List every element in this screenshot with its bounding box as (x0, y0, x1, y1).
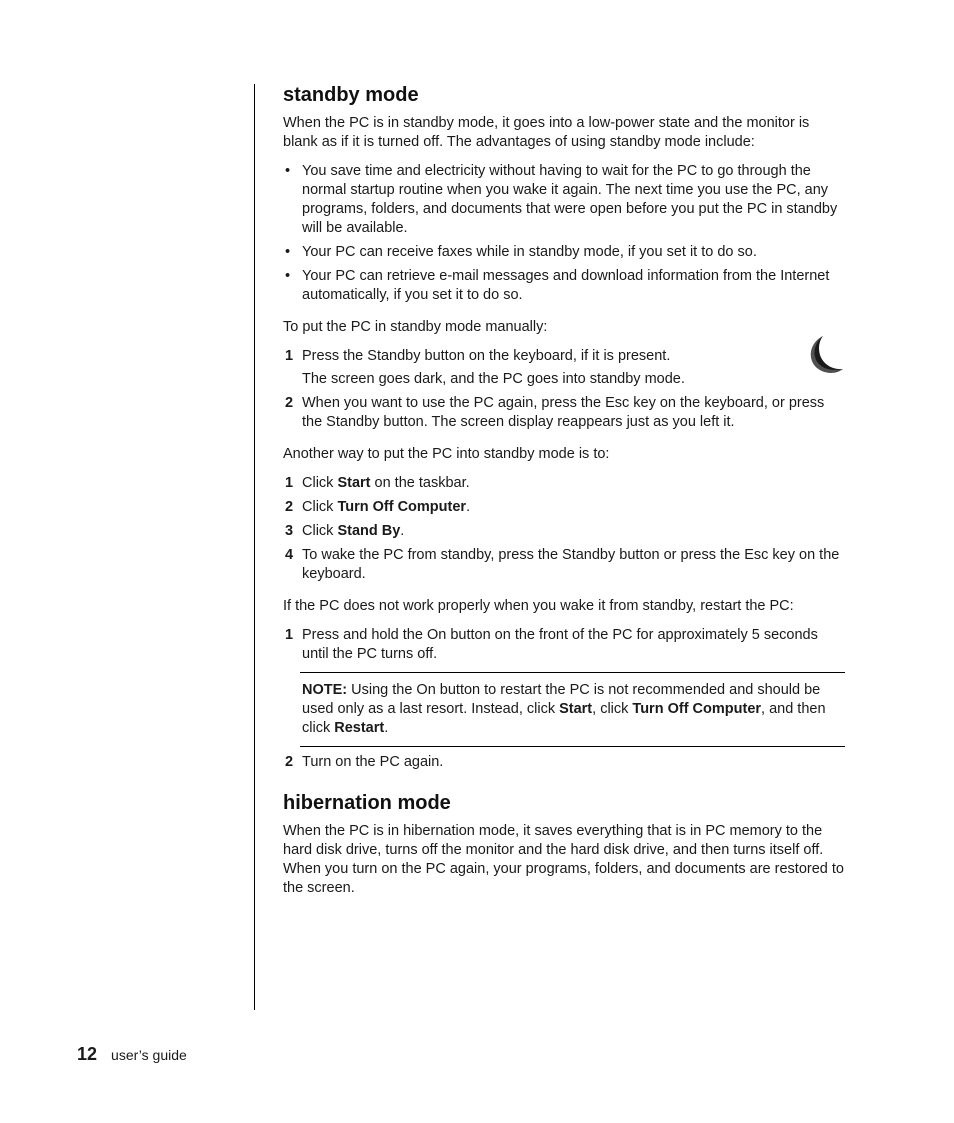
another-intro: Another way to put the PC into standby mode is to: (283, 446, 610, 462)
restart-steps-1 (283, 626, 845, 664)
list-item: • Your PC can receive faxes while in standby mode, if you set it to do so. (285, 244, 757, 260)
restart-steps-2 (283, 753, 845, 772)
step-item: 2 Click Turn Off Computer. (285, 499, 471, 515)
step-item: 1 Click Start on the taskbar. (285, 475, 470, 491)
note-label: NOTE: (302, 682, 348, 698)
list-item: • You save time and electricity without having to wait for the PC to go through the normal startup routine when you wake it again. The next time you use the PC, any programs, folders, and documents that were open before you put the PC in standby will be available. (285, 163, 838, 236)
hibernation-title: hibernation mode (283, 792, 451, 814)
step-item: 4 To wake the PC from standby, press the Standby button or press the Esc key on the keyboard. (285, 547, 840, 582)
standby-title: standby mode (283, 84, 419, 106)
guide-label: user’s guide (111, 1047, 187, 1063)
step-item: 2 Turn on the PC again. (285, 754, 444, 770)
standby-intro: When the PC is in standby mode, it goes into a low-power state and the monitor is blank as if it is turned off. The advantages of using standby mode include: (283, 115, 810, 150)
standby-advantages-list (283, 162, 845, 305)
vertical-rule (254, 84, 255, 1010)
step-item: 2 When you want to use the PC again, press the Esc key on the keyboard, or press the Standby button. The screen display reappears just as you left it. (285, 395, 825, 430)
hibernation-section (283, 790, 845, 898)
another-steps (283, 474, 845, 584)
step-item: 1 Press and hold the On button on the front of the PC for approximately 5 seconds until the PC turns off. (285, 627, 818, 662)
hibernation-intro: When the PC is in hibernation mode, it saves everything that is in PC memory to the hard disk drive, turns off the monitor and the hard disk drive, and then turns itself off. When you turn on the PC again, your programs, folders, and documents are restored to the screen. (283, 823, 844, 896)
manual-steps (283, 347, 845, 432)
step-item: 1 Press the Standby button on the keyboard, if it is present. The screen goes dark, and the PC goes into standby mode. (285, 348, 685, 387)
step-item: 3 Click Stand By. (285, 523, 405, 539)
page-footer (77, 1044, 187, 1065)
restart-intro: If the PC does not work properly when you wake it from standby, restart the PC: (283, 598, 794, 614)
standby-section (283, 82, 845, 772)
note-box: NOTE: Using the On button to restart the PC is not recommended and should be used only as a last resort. Instead, click Start, click Turn Off Computer, and then click Restart. (300, 672, 845, 747)
manual-intro: To put the PC in standby mode manually: (283, 319, 548, 335)
list-item: • Your PC can retrieve e-mail messages and download information from the Internet automatically, if you set it to do so. (285, 268, 830, 303)
page-content (283, 82, 845, 908)
page-number: 12 (77, 1044, 98, 1064)
